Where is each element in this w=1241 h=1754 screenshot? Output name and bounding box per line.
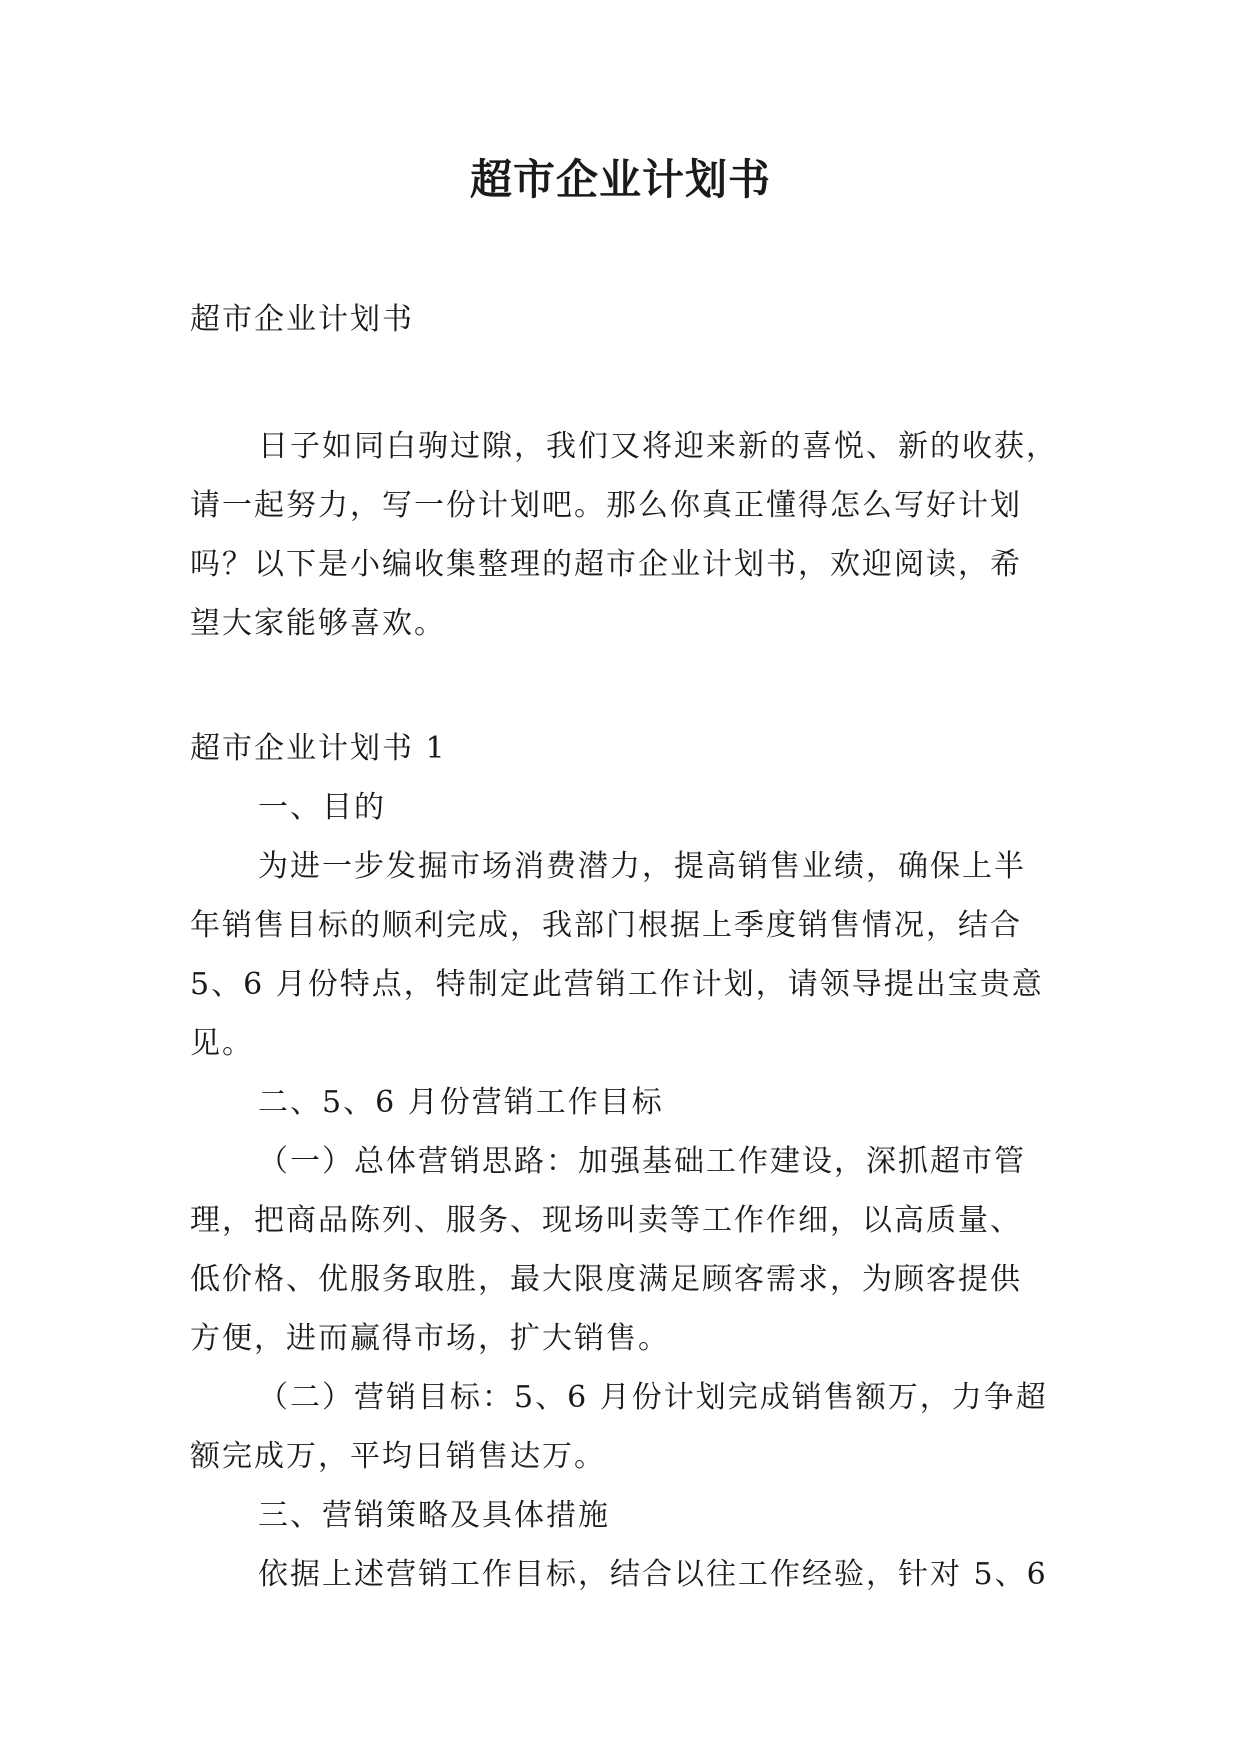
purpose-line: 5、6 月份特点，特制定此营销工作计划，请领导提出宝贵意 [190, 967, 1044, 1002]
idea-line: 低价格、优服务取胜，最大限度满足顾客需求，为顾客提供 [190, 1262, 1022, 1297]
document-title: 超市企业计划书 [469, 155, 771, 204]
heading-target: 二、5、6 月份营销工作目标 [258, 1085, 664, 1120]
idea-line: 理，把商品陈列、服务、现场叫卖等工作作细，以高质量、 [190, 1203, 1022, 1238]
purpose-line: 为进一步发掘市场消费潜力，提高销售业绩，确保上半 [258, 849, 1026, 884]
document-body [190, 290, 1058, 1604]
goal-line: （二）营销目标：5、6 月份计划完成销售额万，力争超 [258, 1380, 1048, 1415]
purpose-line: 见。 [190, 1026, 254, 1061]
idea-line: （一）总体营销思路：加强基础工作建设，深抓超市管 [258, 1144, 1026, 1179]
goal-line: 额完成万，平均日销售达万。 [190, 1439, 606, 1474]
section-heading: 超市企业计划书 1 [190, 731, 447, 766]
strategy-line: 依据上述营销工作目标，结合以往工作经验，针对 5、6 [258, 1557, 1048, 1592]
intro-line: 请一起努力，写一份计划吧。那么你真正懂得怎么写好计划 [190, 488, 1022, 523]
heading-strategy: 三、营销策略及具体措施 [258, 1498, 610, 1533]
idea-line: 方便，进而赢得市场，扩大销售。 [190, 1321, 670, 1356]
intro-line: 望大家能够喜欢。 [190, 606, 446, 641]
subtitle: 超市企业计划书 [190, 302, 414, 337]
intro-line: 日子如同白驹过隙，我们又将迎来新的喜悦、新的收获， [258, 429, 1058, 464]
purpose-line: 年销售目标的顺利完成，我部门根据上季度销售情况，结合 [190, 908, 1022, 943]
heading-purpose: 一、目的 [258, 790, 386, 825]
intro-line: 吗？以下是小编收集整理的超市企业计划书，欢迎阅读，希 [190, 547, 1022, 582]
